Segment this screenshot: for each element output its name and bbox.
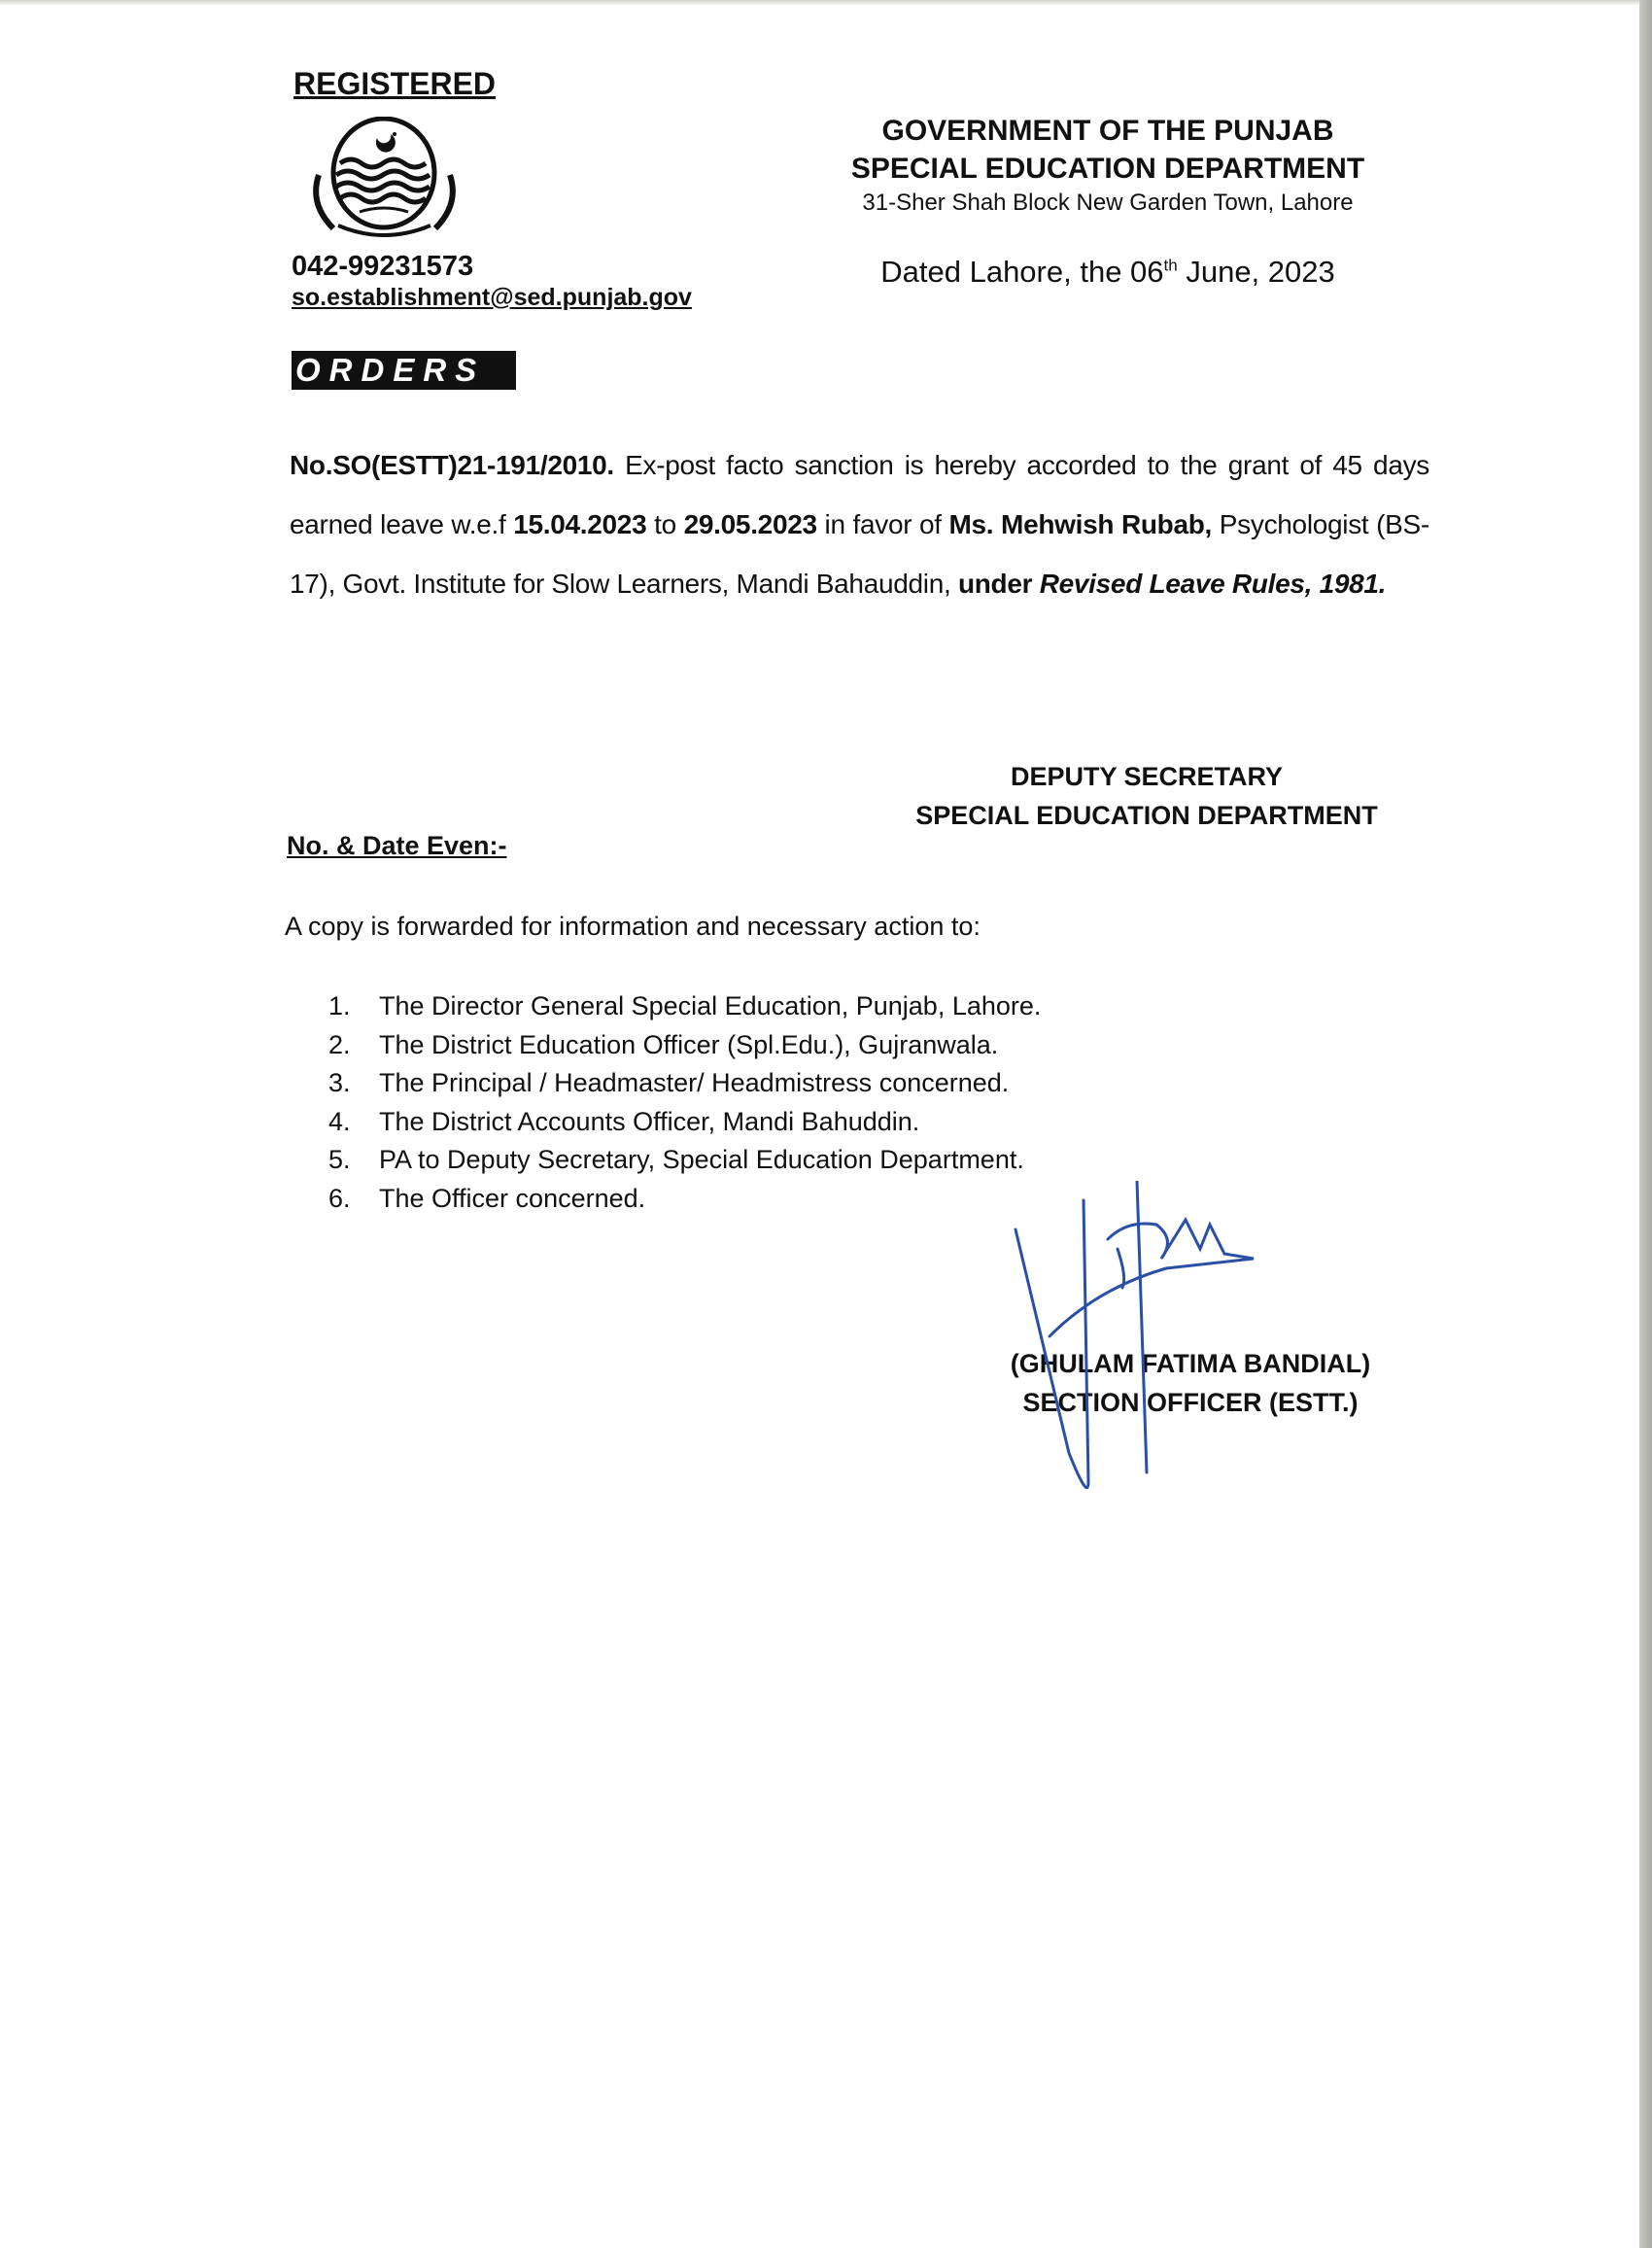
leave-rules: Revised Leave Rules, 1981.: [1039, 569, 1387, 599]
list-item: [328, 1068, 1041, 1107]
orders-heading: ORDERS: [292, 351, 516, 390]
dated-suffix: June, 2023: [1177, 255, 1335, 289]
deputy-secretary-title: DEPUTY SECRETARY: [1010, 762, 1284, 791]
list-item: [328, 1145, 1041, 1184]
scan-edge-top: [0, 0, 1652, 6]
list-number: 3.: [328, 1068, 351, 1097]
list-item: [328, 1030, 1041, 1069]
recipient-text: The Principal / Headmaster/ Headmistress concerned.: [379, 1068, 1010, 1097]
order-under: under: [957, 569, 1033, 599]
phone-number: 042-99231573: [292, 251, 474, 282]
recipient-text: The District Education Officer (Spl.Edu.), Gujranwala.: [379, 1029, 999, 1059]
signatory-name: (GHULAM FATIMA BANDIAL): [1010, 1349, 1371, 1378]
punjab-emblem-icon: [299, 117, 469, 241]
list-number: 5.: [328, 1145, 351, 1174]
order-text: Ex-post facto sanction is hereby accorded to the grant of 45 days earned leave w.e.f: [290, 450, 1429, 539]
no-date-even: No. & Date Even:-: [287, 831, 507, 860]
government-title: GOVERNMENT OF THE PUNJAB: [881, 115, 1334, 147]
leave-date-from: 15.04.2023: [513, 509, 647, 539]
recipient-text: PA to Deputy Secretary, Special Education Department.: [379, 1145, 1024, 1174]
signatory-title: SECTION OFFICER (ESTT.): [1022, 1388, 1359, 1417]
order-paragraph: [290, 435, 1429, 613]
list-number: 2.: [328, 1029, 351, 1059]
recipient-text: The Officer concerned.: [379, 1183, 646, 1213]
email-link[interactable]: so.establishment@sed.punjab.gov: [292, 284, 692, 311]
list-number: 6.: [328, 1183, 351, 1213]
registered-label: REGISTERED: [293, 66, 497, 101]
order-text: Psychologist (BS-17), Govt. Institute for Slow Learners, Mandi Bahauddin,: [290, 509, 1429, 599]
order-text: in favor of: [816, 509, 949, 539]
copy-forward-text: A copy is forwarded for information and necessary action to:: [285, 912, 981, 941]
list-item: [328, 1107, 1041, 1146]
order-number: No.SO(ESTT)21-191/2010.: [290, 450, 614, 480]
order-text: to: [646, 509, 684, 539]
list-item: [328, 1184, 1041, 1223]
recipient-list: [328, 991, 1041, 1222]
list-number: 1.: [328, 991, 351, 1020]
signature-mark: [991, 1181, 1283, 1521]
leave-date-to: 29.05.2023: [683, 509, 817, 539]
dated-prefix: Dated Lahore, the 06: [880, 255, 1164, 289]
department-address: 31-Sher Shah Block New Garden Town, Lahore: [862, 190, 1354, 216]
employee-name: Ms. Mehwish Rubab,: [948, 509, 1213, 539]
scan-edge-right: [1639, 0, 1652, 2248]
list-item: [328, 991, 1041, 1030]
list-number: 4.: [328, 1106, 351, 1136]
department-title: SPECIAL EDUCATION DEPARTMENT: [850, 153, 1365, 185]
deputy-secretary-department: SPECIAL EDUCATION DEPARTMENT: [915, 801, 1378, 830]
dated-ordinal: th: [1163, 256, 1178, 275]
recipient-text: The Director General Special Education, Punjab, Lahore.: [379, 991, 1042, 1020]
dated-line: [807, 255, 1409, 290]
recipient-text: The District Accounts Officer, Mandi Bahuddin.: [379, 1106, 920, 1136]
